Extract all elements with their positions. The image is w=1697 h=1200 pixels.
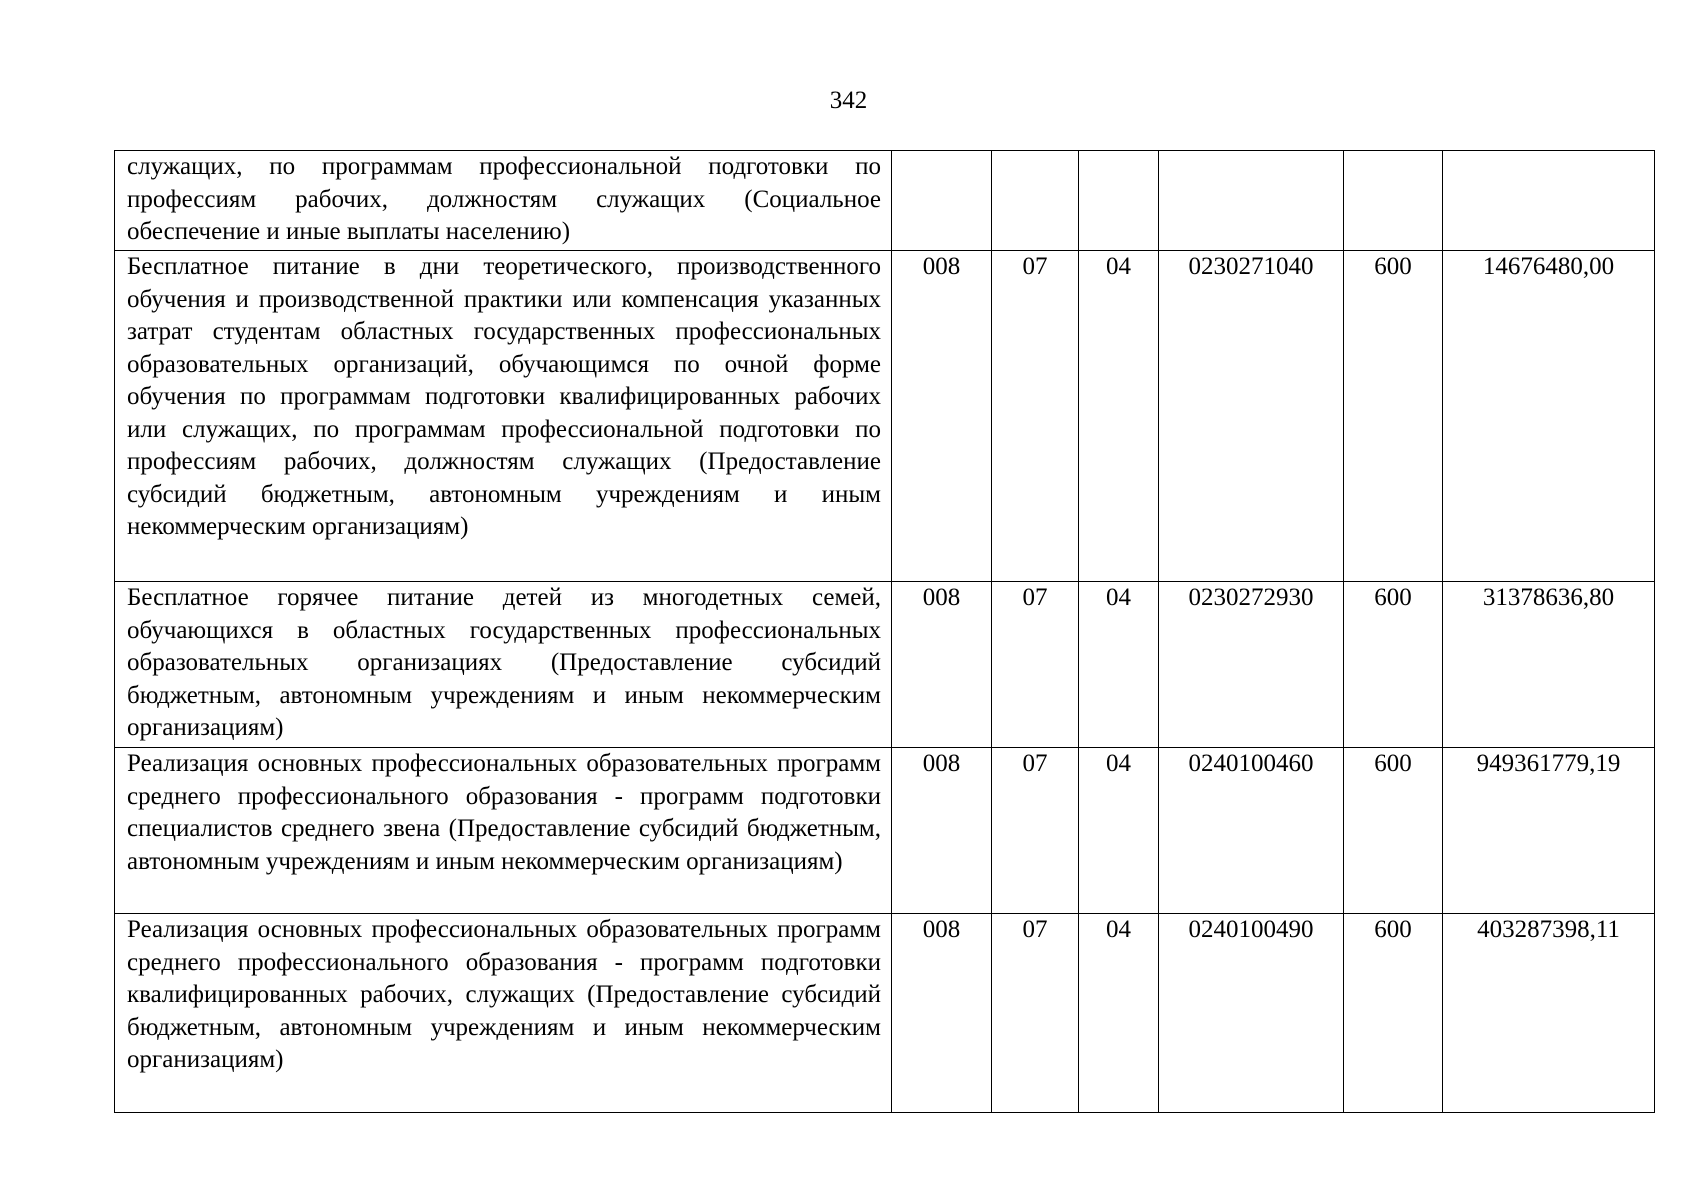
row-description: служащих, по программам профессиональной подготовки по профессиям рабочих, должностям служащих (Социальное обеспечение и иные выплаты населению) (115, 151, 892, 251)
row-target-article: 0230271040 (1159, 251, 1344, 582)
row-grbs: 008 (892, 582, 992, 748)
row-amount: 31378636,80 (1443, 582, 1655, 748)
table-row (115, 151, 1655, 251)
table-row (115, 914, 1655, 1113)
row-subsection (1079, 151, 1159, 251)
row-expense-type: 600 (1344, 748, 1443, 914)
row-target-article (1159, 151, 1344, 251)
row-description: Бесплатное питание в дни теоретического, производственного обучения и производственной практики или компенсация указанных затрат студентам областных государственных профессиональных образовательных организаций, обучающимся по очной форме обучения по программам подготовки квалифицированных рабочих или служащих, по программам профессиональной подготовки по профессиям рабочих, должностям служащих (Предоставление субсидий бюджетным, автономным учреждениям и иным некоммерческим организациям) (115, 251, 892, 582)
row-section: 07 (992, 748, 1079, 914)
table-row (115, 582, 1655, 748)
row-description: Реализация основных профессиональных образовательных программ среднего профессионального образования - программ подготовки специалистов среднего звена (Предоставление субсидий бюджетным, автономным учреждениям и иным некоммерческим организациям) (115, 748, 892, 914)
row-grbs: 008 (892, 914, 992, 1113)
row-expense-type: 600 (1344, 914, 1443, 1113)
row-grbs: 008 (892, 251, 992, 582)
row-section: 07 (992, 582, 1079, 748)
table-row (115, 748, 1655, 914)
row-subsection: 04 (1079, 748, 1159, 914)
row-section: 07 (992, 251, 1079, 582)
row-expense-type: 600 (1344, 582, 1443, 748)
row-expense-type (1344, 151, 1443, 251)
table-row (115, 251, 1655, 582)
row-amount: 949361779,19 (1443, 748, 1655, 914)
row-target-article: 0240100490 (1159, 914, 1344, 1113)
row-section (992, 151, 1079, 251)
row-amount: 403287398,11 (1443, 914, 1655, 1113)
row-subsection: 04 (1079, 251, 1159, 582)
row-amount (1443, 151, 1655, 251)
row-subsection: 04 (1079, 914, 1159, 1113)
row-amount: 14676480,00 (1443, 251, 1655, 582)
row-subsection: 04 (1079, 582, 1159, 748)
row-description: Бесплатное горячее питание детей из многодетных семей, обучающихся в областных государственных профессиональных образовательных организациях (Предоставление субсидий бюджетным, автономным учреждениям и иным некоммерческим организациям) (115, 582, 892, 748)
row-description: Реализация основных профессиональных образовательных программ среднего профессионального образования - программ подготовки квалифицированных рабочих, служащих (Предоставление субсидий бюджетным, автономным учреждениям и иным некоммерческим организациям) (115, 914, 892, 1113)
row-target-article: 0240100460 (1159, 748, 1344, 914)
row-section: 07 (992, 914, 1079, 1113)
row-expense-type: 600 (1344, 251, 1443, 582)
page-number: 342 (829, 87, 868, 114)
row-grbs (892, 151, 992, 251)
row-target-article: 0230272930 (1159, 582, 1344, 748)
budget-table (114, 150, 1655, 1113)
row-grbs: 008 (892, 748, 992, 914)
